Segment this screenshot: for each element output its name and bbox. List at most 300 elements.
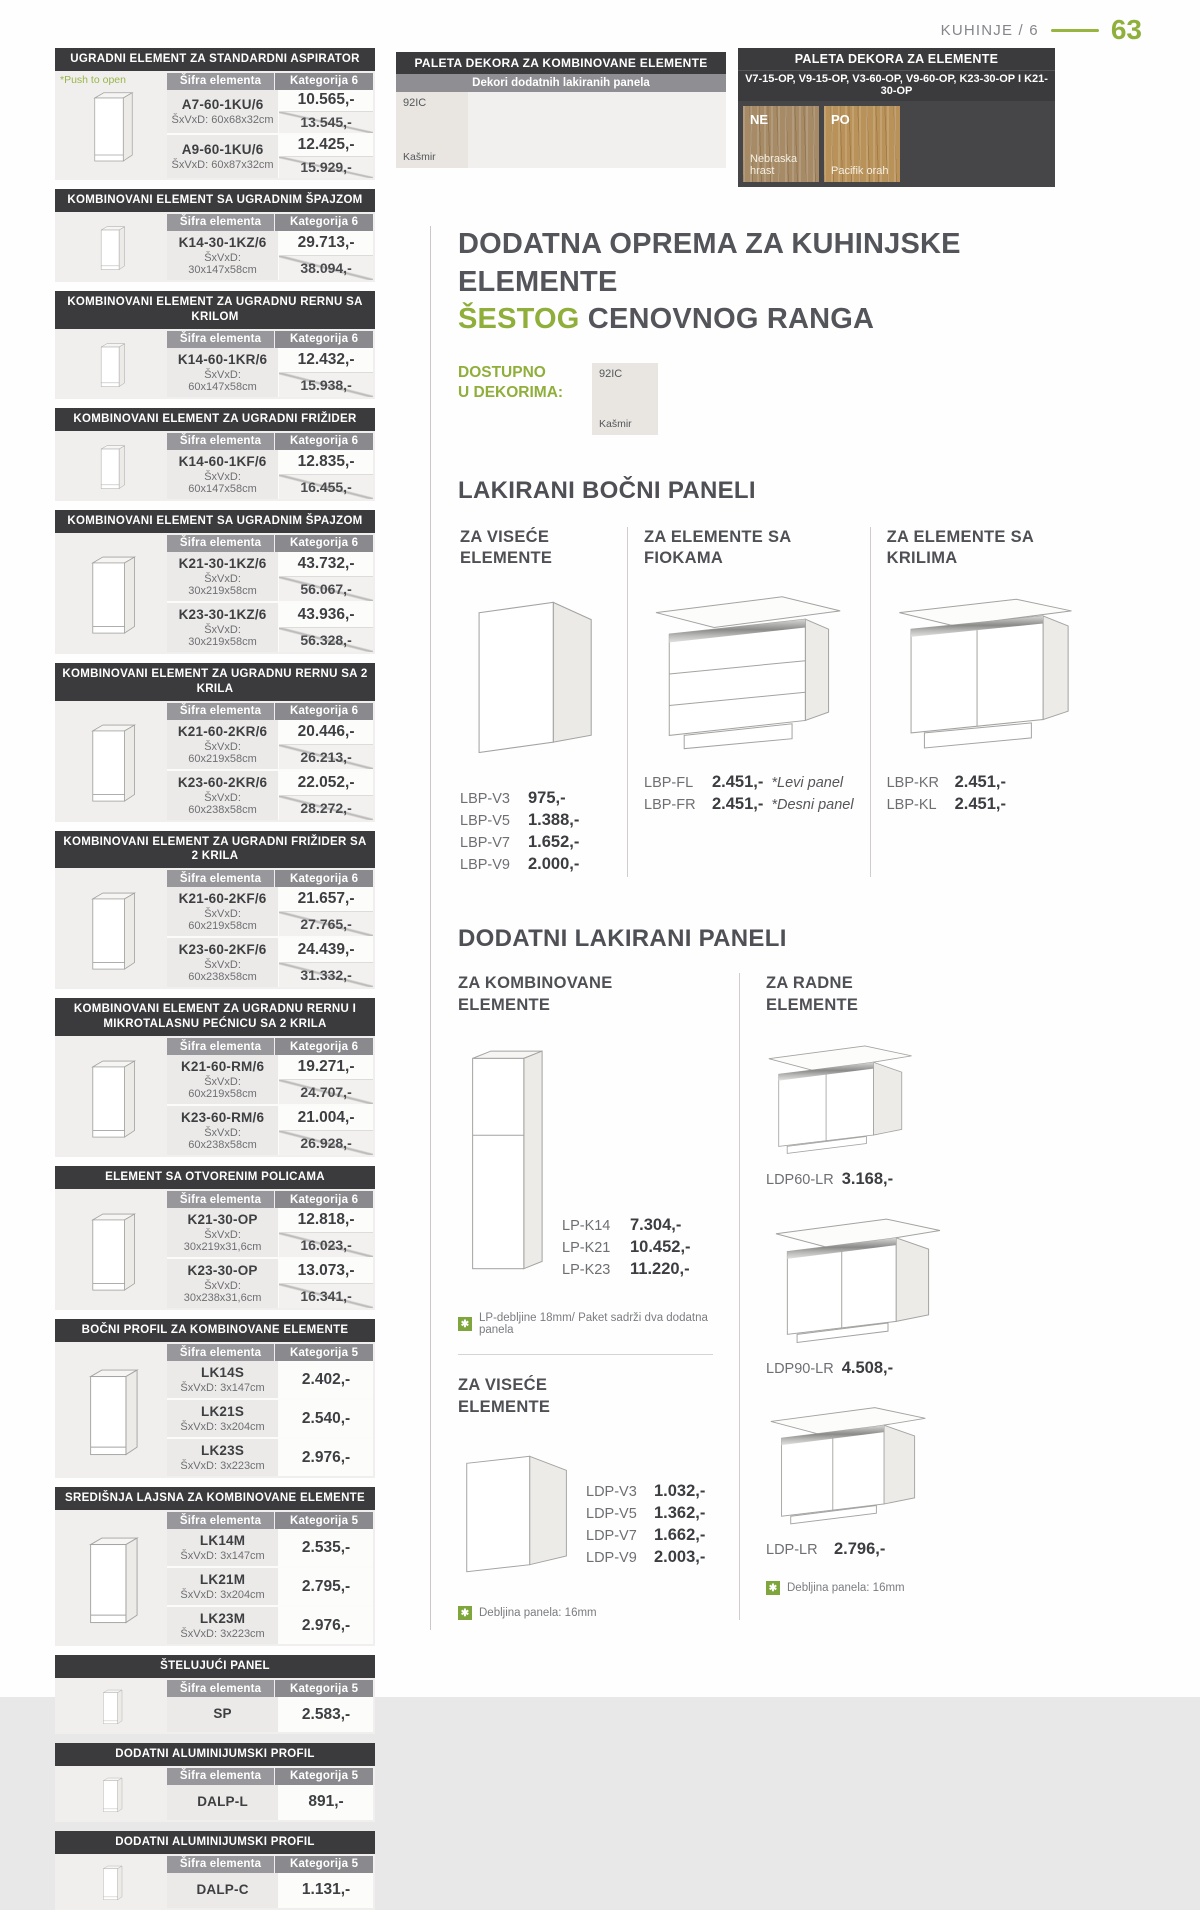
product-rows	[167, 1529, 373, 1644]
product-dimensions: ŠxVxD: 60x68x32cm	[171, 113, 274, 126]
column-header-category: Kategorija 6	[274, 535, 373, 552]
price-list-item	[460, 855, 611, 874]
item-code: LBP-V3	[460, 791, 510, 808]
price-cell: 12.818,-	[279, 1208, 373, 1232]
price-cell: 56.328,-	[279, 627, 373, 652]
cabinet-line-drawing	[57, 1768, 167, 1820]
product-rows	[167, 450, 373, 499]
drawer-cabinet-drawing	[644, 568, 854, 770]
item-code: LDP-V7	[586, 1528, 637, 1545]
price-grid	[167, 1680, 373, 1732]
price-stack	[279, 231, 373, 280]
subsection-title-line1: ZA VISEĆE	[458, 1376, 548, 1395]
product-code-cell	[167, 231, 279, 280]
dodatni-left-column	[458, 973, 740, 1620]
product-code: K23-30-OP	[187, 1263, 258, 1279]
product-rows	[167, 1873, 373, 1908]
product-code: K21-60-2KR/6	[177, 723, 268, 739]
cabinet-line-drawing	[57, 214, 167, 280]
price-stack	[279, 1400, 373, 1437]
door-cabinet-drawing	[887, 568, 1084, 770]
item-code: LDP-V9	[586, 1550, 637, 1567]
table-row	[167, 720, 373, 769]
subsection-title-line2: ELEMENTE	[766, 995, 859, 1014]
swatch-code: PO	[831, 112, 850, 127]
subsection-title-line2: ELEMENTE	[458, 995, 551, 1014]
price-list-item	[887, 773, 1084, 792]
product-code-cell	[167, 1785, 279, 1820]
product-dimensions: ŠxVxD: 3x204cm	[180, 1421, 265, 1434]
price-cell: 2.535,-	[279, 1529, 373, 1566]
product-code: K21-30-OP	[187, 1212, 258, 1228]
column-header-code: Šifra elementa	[167, 1768, 274, 1785]
price-cell: 20.446,-	[279, 720, 373, 744]
cabinet-line-drawing	[57, 331, 167, 397]
product-dimensions: ŠxVxD: 30x238x31,6cm	[183, 1280, 262, 1305]
product-rows	[167, 1785, 373, 1820]
item-price: 1.362,-	[654, 1504, 706, 1523]
swatch-name: Kašmir	[599, 418, 632, 431]
table-row	[167, 133, 373, 178]
product-table-title: SREDIŠNJA LAJSNA ZA KOMBINOVANE ELEMENTE	[55, 1487, 375, 1510]
product-code: LK23S	[201, 1443, 245, 1459]
price-stack	[279, 720, 373, 769]
product-code-cell	[167, 348, 279, 397]
table-row	[167, 90, 373, 133]
product-table	[55, 1319, 375, 1478]
product-rows	[167, 1055, 373, 1155]
table-row	[167, 1785, 373, 1820]
product-table	[55, 1743, 375, 1822]
panel-column-krilima	[871, 527, 1100, 877]
panel-columns	[458, 527, 1100, 877]
worktop-cabinet-drawing	[766, 1400, 1100, 1530]
product-code: K21-60-2KF/6	[178, 891, 267, 907]
item-price: 2.451,-	[712, 773, 764, 792]
price-list	[644, 773, 854, 814]
cabinet-line-drawing	[57, 1856, 167, 1908]
column-header-category: Kategorija 6	[274, 331, 373, 348]
price-cell: 22.052,-	[279, 771, 373, 795]
column-header-category: Kategorija 6	[274, 73, 373, 90]
product-code: DALP-L	[197, 1793, 248, 1809]
product-code-cell	[167, 771, 279, 820]
product-table-body	[55, 868, 375, 989]
cabinet-line-drawing	[57, 1191, 167, 1308]
table-row	[167, 1873, 373, 1908]
price-grid-header	[167, 1512, 373, 1529]
product-code-cell	[167, 938, 279, 987]
item-price: 2.003,-	[654, 1548, 706, 1567]
column-header-code: Šifra elementa	[167, 214, 274, 231]
product-code-cell	[167, 1055, 279, 1104]
section-dodatni-lakirani-paneli	[458, 925, 1100, 1620]
swatch-code: 92IC	[599, 368, 623, 381]
product-dimensions: ŠxVxD: 3x147cm	[180, 1550, 265, 1563]
product-code: K23-60-RM/6	[180, 1110, 265, 1126]
product-table-body	[55, 1036, 375, 1157]
product-table-title: KOMBINOVANI ELEMENT SA UGRADNIM ŠPAJZOM	[55, 189, 375, 212]
item-note: *Levi panel	[771, 775, 844, 792]
price-cell: 12.835,-	[279, 450, 373, 474]
column-header-code: Šifra elementa	[167, 1512, 274, 1529]
product-code-cell	[167, 135, 279, 178]
product-code-cell	[167, 887, 279, 936]
price-stack	[279, 1873, 373, 1908]
price-cell: 21.004,-	[279, 1106, 373, 1130]
swatch-name: Pacifik orah	[831, 164, 889, 177]
column-header-category: Kategorija 6	[274, 870, 373, 887]
panel-column-fiokama	[628, 527, 871, 877]
price-cell: 24.439,-	[279, 938, 373, 962]
product-table	[55, 998, 375, 1157]
item-code: LDP-V3	[586, 1484, 637, 1501]
table-row	[167, 1104, 373, 1155]
price-grid	[167, 73, 373, 178]
product-table-title: KOMBINOVANI ELEMENT SA UGRADNIM ŠPAJZOM	[55, 510, 375, 533]
product-table	[55, 1166, 375, 1310]
price-grid	[167, 433, 373, 499]
product-code-cell	[167, 1607, 279, 1644]
subsection-title	[766, 973, 1100, 1016]
price-cell: 31.332,-	[279, 962, 373, 987]
table-row	[167, 348, 373, 397]
wall-cabinet-drawing	[458, 1444, 578, 1584]
price-cell: 43.732,-	[279, 552, 373, 576]
column-header-category: Kategorija 5	[274, 1512, 373, 1529]
product-code: LK21M	[199, 1572, 246, 1588]
product-code: K14-60-1KR/6	[177, 351, 268, 367]
kombinovane-figure-row	[458, 1038, 713, 1290]
price-stack	[279, 887, 373, 936]
price-cell: 29.713,-	[279, 231, 373, 255]
product-table-body	[55, 1189, 375, 1310]
product-table-body	[55, 1510, 375, 1646]
cabinet-line-drawing	[57, 1512, 167, 1644]
panel-column-visece	[458, 527, 628, 877]
product-table-body	[55, 431, 375, 501]
price-cell: 2.976,-	[279, 1607, 373, 1644]
decor-palette-subtitle: Dekori dodatnih lakiranih panela	[396, 74, 726, 92]
price-grid-header	[167, 433, 373, 450]
price-list-item	[586, 1548, 705, 1567]
dodatni-columns	[458, 973, 1100, 1620]
price-list-item	[644, 795, 854, 814]
product-code-cell	[167, 1361, 279, 1398]
product-dimensions: ŠxVxD: 60x238x58cm	[188, 1127, 257, 1152]
column-header-code: Šifra elementa	[167, 1191, 274, 1208]
price-cell: 2.976,-	[279, 1439, 373, 1476]
product-table-title: ELEMENT SA OTVORENIM POLICAMA	[55, 1166, 375, 1189]
product-table	[55, 408, 375, 501]
item-price: 1.662,-	[654, 1526, 706, 1545]
price-list-item	[887, 795, 1084, 814]
price-cell: 2.402,-	[279, 1361, 373, 1398]
product-table-body	[55, 701, 375, 822]
product-code: K14-60-1KF/6	[178, 453, 267, 469]
column-header-code: Šifra elementa	[167, 703, 274, 720]
product-code: A9-60-1KU/6	[181, 141, 264, 157]
cabinet-line-drawing	[57, 535, 167, 652]
price-grid	[167, 1512, 373, 1644]
table-row	[167, 450, 373, 499]
item-price: 10.452,-	[630, 1238, 691, 1257]
product-code: A7-60-1KU/6	[181, 96, 264, 112]
decor-swatch-pacifik-orah	[824, 106, 900, 182]
product-code-cell	[167, 1439, 279, 1476]
price-grid	[167, 1191, 373, 1308]
product-table	[55, 48, 375, 180]
product-table	[55, 1487, 375, 1646]
product-code-cell	[167, 603, 279, 652]
column-header-category: Kategorija 6	[274, 214, 373, 231]
price-list	[460, 789, 611, 874]
page-title-line2	[458, 301, 1100, 339]
product-table-title: KOMBINOVANI ELEMENT ZA UGRADNI FRIŽIDER	[55, 408, 375, 431]
price-stack	[279, 450, 373, 499]
price-cell: 1.131,-	[279, 1873, 373, 1908]
price-list-item	[562, 1238, 691, 1257]
price-grid	[167, 1856, 373, 1908]
price-grid-header	[167, 214, 373, 231]
product-code-cell	[167, 1400, 279, 1437]
product-table-title: UGRADNI ELEMENT ZA STANDARDNI ASPIRATOR	[55, 48, 375, 71]
product-table-body	[55, 1766, 375, 1822]
price-list-item	[562, 1216, 691, 1235]
product-dimensions: ŠxVxD: 30x147x58cm	[188, 251, 257, 276]
price-stack	[279, 1785, 373, 1820]
section-heading: DODATNI LAKIRANI PANELI	[458, 925, 787, 953]
product-code: K23-60-2KF/6	[178, 942, 267, 958]
product-code-cell	[167, 1529, 279, 1566]
decor-palette-title: PALETA DEKORA ZA ELEMENTE	[738, 48, 1055, 70]
column-header-category: Kategorija 5	[274, 1680, 373, 1697]
item-code: LBP-KR	[886, 775, 939, 792]
product-code-cell	[167, 450, 279, 499]
swatch-code: NE	[750, 112, 769, 127]
item-code: LDP60-LR	[766, 1172, 834, 1189]
column-header-category: Kategorija 5	[274, 1344, 373, 1361]
product-table-title: KOMBINOVANI ELEMENT ZA UGRADNU RERNU SA KRILOM	[55, 291, 375, 329]
swatch-code: 92IC	[403, 97, 427, 109]
footnote-text: Debljina panela: 16mm	[479, 1607, 597, 1620]
product-dimensions: ŠxVxD: 60x87x32cm	[171, 158, 274, 171]
price-cell: 28.272,-	[279, 795, 373, 820]
footnote	[458, 1312, 713, 1336]
price-grid	[167, 1768, 373, 1820]
product-rows	[167, 1697, 373, 1732]
price-stack	[279, 1529, 373, 1566]
product-table-body	[55, 533, 375, 654]
cabinet-line-drawing	[57, 433, 167, 499]
page-number: 63	[1110, 14, 1142, 45]
price-list-item	[460, 811, 611, 830]
wall-cabinet-drawing	[460, 568, 611, 786]
swatch-name: Kašmir	[403, 151, 436, 163]
tall-cabinet-drawing	[458, 1038, 558, 1290]
price-grid-header	[167, 1856, 373, 1873]
table-row	[167, 1257, 373, 1308]
table-row	[167, 936, 373, 987]
visece-figure-row	[458, 1444, 713, 1584]
product-code-cell	[167, 1208, 279, 1257]
product-code-cell	[167, 1106, 279, 1155]
column-header-code: Šifra elementa	[167, 1344, 274, 1361]
column-header-category: Kategorija 6	[274, 1038, 373, 1055]
footnote	[458, 1606, 713, 1620]
price-list-item	[586, 1482, 705, 1501]
section-lakirani-bocni-paneli	[458, 477, 1100, 877]
price-stack	[279, 1439, 373, 1476]
price-stack	[279, 1568, 373, 1605]
product-dimensions: ŠxVxD: 3x147cm	[180, 1382, 265, 1395]
price-cell: 43.936,-	[279, 603, 373, 627]
product-table	[55, 1655, 375, 1734]
product-table-title: DODATNI ALUMINIJUMSKI PROFIL	[55, 1743, 375, 1766]
column-header-category: Kategorija 6	[274, 433, 373, 450]
worktop-cabinet-drawing	[766, 1038, 1100, 1160]
table-row	[167, 1697, 373, 1732]
price-grid-header	[167, 1768, 373, 1785]
price-stack	[279, 1259, 373, 1308]
product-table-title: BOČNI PROFIL ZA KOMBINOVANE ELEMENTE	[55, 1319, 375, 1342]
price-cell: 2.795,-	[279, 1568, 373, 1605]
item-price: 3.168,-	[841, 1170, 894, 1189]
column-title: ZA ELEMENTE SA KRILIMA	[886, 528, 1034, 567]
table-row	[167, 1566, 373, 1605]
column-header-code: Šifra elementa	[167, 433, 274, 450]
decor-palette-codes: V7-15-OP, V9-15-OP, V3-60-OP, V9-60-OP, K23-30-OP I K21-30-OP	[738, 70, 1055, 101]
subsection-title-line1: ZA KOMBINOVANE	[458, 974, 613, 993]
product-table	[55, 189, 375, 282]
price-stack	[279, 135, 373, 178]
available-decors-label	[458, 363, 576, 435]
column-header-code: Šifra elementa	[167, 535, 274, 552]
product-table-body	[55, 329, 375, 399]
footnote-text: LP-debljine 18mm/ Paket sadrži dva dodatna panela	[479, 1312, 708, 1337]
price-grid	[167, 535, 373, 652]
price-list	[887, 773, 1084, 814]
cabinet-line-drawing	[57, 73, 167, 178]
price-cell: 38.094,-	[279, 255, 373, 280]
product-code-cell	[167, 1259, 279, 1308]
table-row	[167, 769, 373, 820]
item-code: LDP-LR	[766, 1542, 818, 1559]
price-cell: 26.928,-	[279, 1130, 373, 1155]
ldp90-block	[766, 1211, 1100, 1378]
column-header-code: Šifra elementa	[167, 1680, 274, 1697]
price-cell: 12.432,-	[279, 348, 373, 372]
price-grid-header	[167, 1191, 373, 1208]
table-row	[167, 1398, 373, 1437]
product-dimensions: ŠxVxD: 60x219x58cm	[188, 908, 257, 933]
price-cell: 10.565,-	[279, 90, 373, 111]
cabinet-line-drawing	[57, 1680, 167, 1732]
decor-palette-body	[738, 101, 1055, 187]
price-stack	[279, 1055, 373, 1104]
cabinet-line-drawing	[57, 870, 167, 987]
table-row	[167, 601, 373, 652]
worktop-cabinet-drawing	[766, 1211, 1100, 1349]
price-cell: 16.341,-	[279, 1283, 373, 1308]
item-price: 4.508,-	[841, 1359, 894, 1378]
product-code: LK14M	[199, 1533, 246, 1549]
price-grid	[167, 1344, 373, 1476]
item-code: LP-K21	[562, 1240, 611, 1257]
price-grid	[167, 703, 373, 820]
table-row	[167, 1605, 373, 1644]
item-price: 1.652,-	[528, 833, 580, 852]
product-code: K23-30-1KZ/6	[178, 606, 267, 622]
product-code: DALP-C	[196, 1881, 249, 1897]
item-code: LBP-FR	[644, 797, 696, 814]
push-to-open-note: *Push to open	[60, 73, 126, 86]
subsection-title	[458, 1375, 713, 1418]
product-table-title: ŠTELUJUĆI PANEL	[55, 1655, 375, 1678]
footnote	[766, 1581, 1100, 1595]
item-price: 2.451,-	[954, 795, 1006, 814]
product-dimensions: ŠxVxD: 3x204cm	[180, 1589, 265, 1602]
price-grid	[167, 1038, 373, 1155]
product-dimensions: ŠxVxD: 3x223cm	[180, 1628, 265, 1641]
price-grid-header	[167, 870, 373, 887]
product-table-title: KOMBINOVANI ELEMENT ZA UGRADNU RERNU I MIKROTALASNU PEĆNICU SA 2 KRILA	[55, 998, 375, 1036]
cabinet-line-drawing	[57, 1038, 167, 1155]
price-list-item	[644, 773, 854, 792]
product-code-cell	[167, 720, 279, 769]
decor-swatch-nebraska-hrast	[743, 106, 819, 182]
product-code: LK14S	[201, 1365, 245, 1381]
price-grid-header	[167, 1344, 373, 1361]
product-dimensions: ŠxVxD: 60x238x58cm	[188, 791, 257, 816]
product-rows	[167, 887, 373, 987]
product-dimensions: ŠxVxD: 30x219x58cm	[188, 623, 257, 648]
available-label-line2: U DEKORIMA:	[458, 384, 564, 402]
item-code: LBP-V7	[460, 835, 510, 852]
product-code: K21-60-RM/6	[180, 1059, 265, 1075]
price-list-item	[766, 1540, 1100, 1559]
column-header-code: Šifra elementa	[167, 73, 274, 90]
page-title-accent: ŠESTOG	[458, 303, 580, 336]
product-rows	[167, 1361, 373, 1476]
product-rows	[167, 720, 373, 820]
product-rows	[167, 552, 373, 652]
price-cell: 12.425,-	[279, 135, 373, 156]
decor-palette-body	[396, 92, 726, 168]
price-cell: 21.657,-	[279, 887, 373, 911]
price-stack	[279, 90, 373, 133]
available-decors	[458, 363, 1100, 435]
price-cell: 2.540,-	[279, 1400, 373, 1437]
swatch-name: Nebraska hrast	[750, 152, 798, 177]
product-table	[55, 831, 375, 990]
product-dimensions: ŠxVxD: 30x219x31,6cm	[183, 1229, 262, 1254]
product-table-title: KOMBINOVANI ELEMENT ZA UGRADNU RERNU SA 2 KRILA	[55, 663, 375, 701]
price-list	[586, 1479, 705, 1570]
item-price: 2.451,-	[954, 773, 1006, 792]
product-table	[55, 510, 375, 654]
item-code: LBP-V5	[460, 813, 510, 830]
price-cell: 15.938,-	[279, 372, 373, 397]
price-list-item	[586, 1526, 705, 1545]
column-header-code: Šifra elementa	[167, 331, 274, 348]
column-header-category: Kategorija 6	[274, 703, 373, 720]
column-title: ZA ELEMENTE SA FIOKAMA	[644, 528, 791, 567]
table-row	[167, 1208, 373, 1257]
item-price: 2.451,-	[712, 795, 764, 814]
product-dimensions: ŠxVxD: 60x219x58cm	[188, 1076, 257, 1101]
product-code: K14-30-1KZ/6	[178, 234, 267, 250]
